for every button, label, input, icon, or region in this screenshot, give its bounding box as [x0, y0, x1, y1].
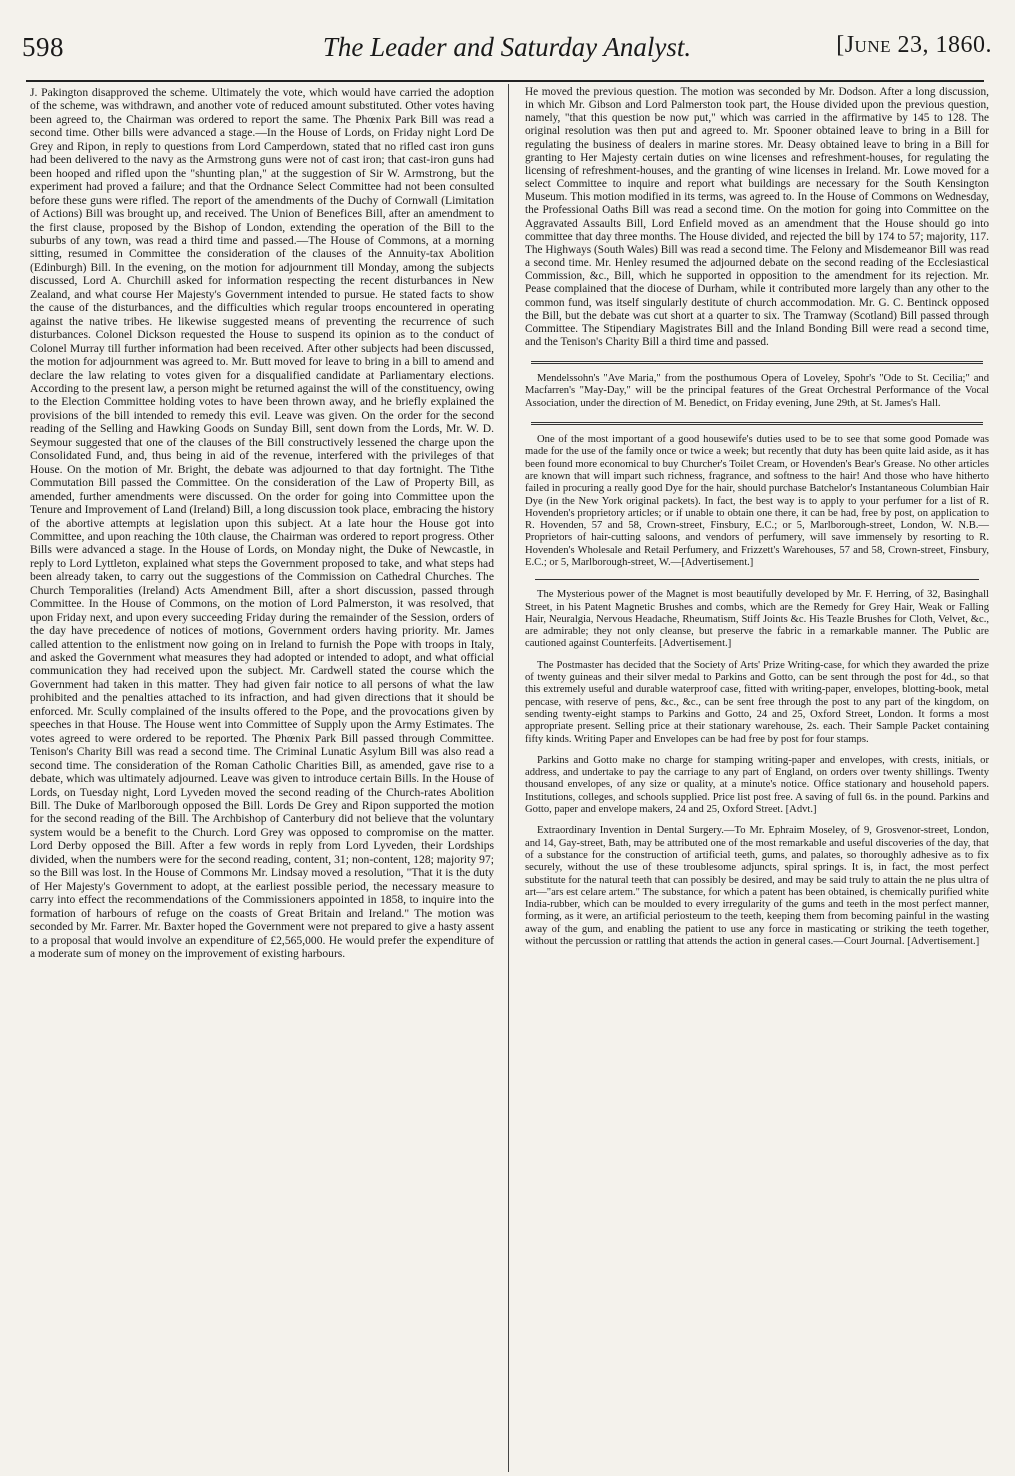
- left-column: [30, 86, 494, 960]
- section-rule: [531, 422, 983, 425]
- parliament-report: J. Pakington disapproved the scheme. Ultimately the vote, which would have carried the adoption of the scheme, was withdrawn, and another vote of reduced amount substituted. Other votes having been agreed to, the Chairman was ordered to report the same. The Phœnix Park Bill was read a second time. Other bills were advanced a stage.—In the House of Lords, on Friday night Lord De Grey and Ripon, in reply to questions from Lord Camperdown, stated that no rifled cast iron guns had been delivered to the navy as the Armstrong guns were not of cast iron; that cast-iron guns had been hooped and rifled upon the "shunting plan," at the suggestion of Sir W. Armstrong, but the experiment had proved a failure; and that the Ordnance Select Committee had not been consulted before these guns were rifled. The report of the amendments of the Duchy of Cornwall (Limitation of Actions) Bill was brought up, and received. The Union of Benefices Bill, after an amendment to the first clause, proposed by the Bishop of London, extending the operation of the Bill to the suburbs of any town, was read a third time and passed.—The House of Commons, at a morning sitting, resumed in Committee the consideration of the clauses of the Annuity-tax Abolition (Edinburgh) Bill. In the evening, on the motion for adjournment till Monday, among the subjects discussed, Lord A. Churchill asked for information respecting the recent disturbances in New Zealand, and what course Her Majesty's Government intended to pursue. He stated facts to show the cause of the disturbances, and the difficulties which regular troops encountered in operating against the native tribes. He likewise suggested means of preventing the recurrence of such disturbances. Colonel Dickson requested the House to suspend its opinion as to the conduct of Colonel Murray till further information had been received. After other subjects had been discussed, the motion for adjournment was agreed to. Mr. Butt moved for leave to bring in a bill to amend and declare the law relating to votes given for a disqualified candidate at Parliamentary elections. According to the present law, a person might be returned against the will of the constituency, owing to the Election Committee holding votes to have been thrown away, and he briefly explained the provisions of the bill intended to remedy this evil. Leave was given. On the order for the second reading of the Selling and Hawking Goods on Sunday Bill, sent down from the Lords, Mr. W. D. Seymour suggested that one of the clauses of the Bill constructively lessened the charge upon the Consolidated Fund, and, thus being in aid of the revenue, interfered with the privileges of that House. On the motion of Mr. Bright, the debate was adjourned to that day fortnight. The Tithe Commutation Bill passed the Committee. On the consideration of the Law of Property Bill, as amended, further amendments were discussed. On the order for going into Committee upon the Tenure and Improvement of Land (Ireland) Bill, a long discussion took place, embracing the history of the abortive attempts at legislation upon this subject. At a late hour the House got into Committee, and upon reaching the 10th clause, the Chairman was ordered to report progress. Other Bills were advanced a stage. In the House of Lords, on Monday night, the Duke of Newcastle, in reply to Lord Lyttleton, explained what steps the Government proposed to take, and what steps had been already taken, to carry out the suggestions of the Commission on Cathedral Churches. The Church Temporalities (Ireland) Acts Amendment Bill, after a short discussion, passed through Committee. In the House of Commons, on the motion of Lord Palmerston, it was resolved, that upon Friday next, and upon every succeeding Friday during the remainder of the Session, orders of the day have precedence of notices of motions, Government orders having priority. Mr. James called attention to the enlistment now going on in Ireland to furnish the Pope with troops in Italy, and asked the Government what measures they had adopted or intended to adopt, and what official communication they had received upon the subject. Mr. Cardwell stated the course which the Government had taken in this matter. They had given fair notice to all persons of what the law prohibited and the penalties attached to its infraction, and had given directions that it should be enforced. Mr. Scully complained of the insults offered to the Pope, and the provocations given by speeches in that House. The House went into Committee of Supply upon the Army Estimates. The votes agreed to were ordered to be reported. The Phœnix Park Bill passed through Committee. Tenison's Charity Bill was read a second time. The Criminal Lunatic Asylum Bill was also read a second time. The consideration of the Roman Catholic Charities Bill, as amended, gave rise to a debate, which was ultimately adjourned. Leave was given to introduce certain Bills. In the House of Lords, on Tuesday night, Lord Lyveden moved the second reading of the Church-rates Abolition Bill. The Duke of Marlborough opposed the Bill. Lords De Grey and Ripon supported the motion for the second reading of the Bill. The Archbishop of Canterbury did not believe that the voluntary system would be a benefit to the Church. Lord Grey was opposed to compromise on the matter. Lord Derby opposed the Bill. After a few words in reply from Lord Lyveden, their Lordships divided, when the numbers were for the second reading, content, 31; non-content, 128; majority 97; so the Bill was lost. In the House of Commons Mr. Lindsay moved a resolution, "That it is the duty of Her Majesty's Government to adopt, at the earliest possible period, the necessary measure to carry into effect the recommendations of the Commissioners appointed in 1858, to inquire into the formation of harbours of refuge on the coasts of Great Britain and Ireland." The motion was seconded by Mr. Farrer. Mr. Baxter hoped the Government were not prepared to give a hasty assent to a proposal that would involve an expenditure of £2,565,000. He would prefer the expenditure of a moderate sum of money on the improvement of existing harbours.: [30, 86, 494, 960]
- dental-surgery-advert: Extraordinary Invention in Dental Surgery.—To Mr. Ephraim Moseley, of 9, Grosvenor-street, London, and 14, Gay-street, Bath, may be attributed one of the most remarkable and useful discoveries of the day, that of a substance for the construction of artificial teeth, gums, and palates, so thoroughly adhesive as to fix securely, without the use of these troublesome adjuncts, spiral springs. It is, in fact, the most perfect substitute for the natural teeth that can possibly be desired, and may be said truly to attain the ne plus ultra of art—"ars est celare artem." The substance, for which a patent has been obtained, is chemically purified white India-rubber, which can be moulded to every irregularity of the gums and teeth in the most perfect manner, forming, as it were, an artificial periosteum to the teeth, keeping them from becoming painful in the wasting away of the gum, and enabling the patient to use any force in masticating or striking the teeth together, without the percussion or rattling that attends the action in general cases.—Court Journal. [Advertisement.]: [525, 825, 989, 947]
- page-number: 598: [22, 32, 64, 62]
- right-column: [525, 86, 989, 948]
- section-rule: [531, 361, 983, 364]
- page-header: [22, 32, 992, 76]
- mendelssohn-notice: Mendelssohn's "Ave Maria," from the posthumous Opera of Loveley, Spohr's "Ode to St. Cecilia;" and Macfarren's "May-Day," will be the principal features of the Great Orchestral Performance of the Vocal Association, under the direction of M. Benedict, on Friday evening, June 29th, at St. James's Hall.: [525, 373, 989, 409]
- header-rule: [26, 80, 984, 82]
- postmaster-advert: The Postmaster has decided that the Society of Arts' Prize Writing-case, for which they awarded the prize of twenty guineas and their silver medal to Parkins and Gotto, can be sent through the post for 4d., so that this extremely useful and durable waterproof case, fitted with writing-paper, envelopes, blotting-book, metal pencase, with reserve of pens, &c., &c., can be sent free through the post to any part of the kingdom, on sending twenty-eight stamps to Parkins and Gotto, 24 and 25, Oxford Street, London. It forms a most appropriate present. Selling price at their stationary warehouse, 2s. each. Their Sample Packet containing fifty kinds. Writing Paper and Envelopes can be had free by post for four stamps.: [525, 659, 989, 745]
- issue-date: [June 23, 1860.: [836, 32, 992, 58]
- journal-title: The Leader and Saturday Analyst.: [322, 32, 692, 62]
- pomade-advert: One of the most important of a good housewife's duties used to be to see that some good Pomade was made for the use of the family once or twice a week; but recently that duty has been quite laid aside, as it has been found more economical to buy Churcher's Toilet Cream, or Hovenden's Bear's Grease. No other articles are known that will impart such richness, fragrance, and softness to the hair! And those who have hitherto failed in procuring a really good Dye for the hair, should purchase Batchelor's Instantaneous Columbian Hair Dye (in the New York original packets). In fact, the best way is to apply to your perfumer for a list of R. Hovenden's proprietory articles; or if unable to obtain one there, it can be had, free by post, on application to R. Hovenden, 57 and 58, Crown-street, Finsbury, E.C.; or 5, Marlborough-street, London, W. N.B.—Proprietors of hair-cutting saloons, and vendors of perfumery, will save immensely by resorting to R. Hovenden's Wholesale and Retail Perfumery, and Frizzett's Warehouses, 57 and 58, Crown-street, Finsbury, E.C.; or 5, Marlborough-street, W.—[Advertisement.]: [525, 434, 989, 568]
- parkins-gotto-advert: Parkins and Gotto make no charge for stamping writing-paper and envelopes, with crests, initials, or address, and undertake to pay the carriage to any part of England, on orders over twenty shillings. Twenty thousand envelopes, of any size or quality, at a minute's notice. Office stationary and household papers. Institutions, colleges, and schools supplied. Price list post free. A saving of full 6s. in the pound. Parkins and Gotto, paper and envelope makers, 24 and 25, Oxford Street. [Advt.]: [525, 754, 989, 816]
- column-divider: [508, 84, 509, 1472]
- parliament-report-continued: He moved the previous question. The motion was seconded by Mr. Dodson. After a long discussion, in which Mr. Gibson and Lord Palmerston took part, the House divided upon the previous question, namely, "that this question be now put," which was carried in the affirmative by 145 to 128. The original resolution was then put and agreed to. Mr. Spooner obtained leave to bring in a Bill for regulating the business of dealers in marine stores. Mr. Deasy obtained leave to bring in a Bill for granting to Her Majesty certain duties on wine licenses and refreshment-houses, for regulating the licensing of refreshment-houses, and the granting of wine licenses in Ireland. Mr. Lowe moved for a select Committee to inquire and report what buildings are necessary for the South Kensington Museum. This motion modified in its terms, was agreed to. In the House of Commons on Wednesday, the Professional Oaths Bill was read a second time. On the motion for going into Committee on the Aggravated Assaults Bill, Lord Enfield moved as an amendment that the House should go into committee that day three months. The House divided, and rejected the bill by 174 to 57; majority, 117. The Highways (South Wales) Bill was read a second time. The Felony and Misdemeanor Bill was read a second time. Mr. Henley resumed the adjourned debate on the second reading of the Ecclesiastical Commission, &c., Bill, which he supported in opposition to the amendment for its rejection. Mr. Pease complained that the diocese of Durham, while it contributed more largely than any other to the common fund, was itself singularly destitute of church accommodation. Mr. G. C. Bentinck opposed the Bill, but the debate was cut short at a quarter to six. The Tramway (Scotland) Bill passed through Committee. The Stipendiary Magistrates Bill and the Inland Bonding Bill were read a second time, and the Tenison's Charity Bill a third time and passed.: [525, 86, 989, 348]
- section-rule: [535, 579, 979, 580]
- magnet-advert: The Mysterious power of the Magnet is most beautifully developed by Mr. F. Herring, of 32, Basinghall Street, in his Patent Magnetic Brushes and combs, which are the Remedy for Grey Hair, Weak or Falling Hair, Neuralgia, Nervous Headache, Rheumatism, Stiff Joints &c. His Teazle Brushes for Cloth, Velvet, &c., are admirable; they not only cleanse, but preserve the fabric in a remarkable manner. The Public are cautioned against Counterfeits. [Advertisement.]: [525, 589, 989, 650]
